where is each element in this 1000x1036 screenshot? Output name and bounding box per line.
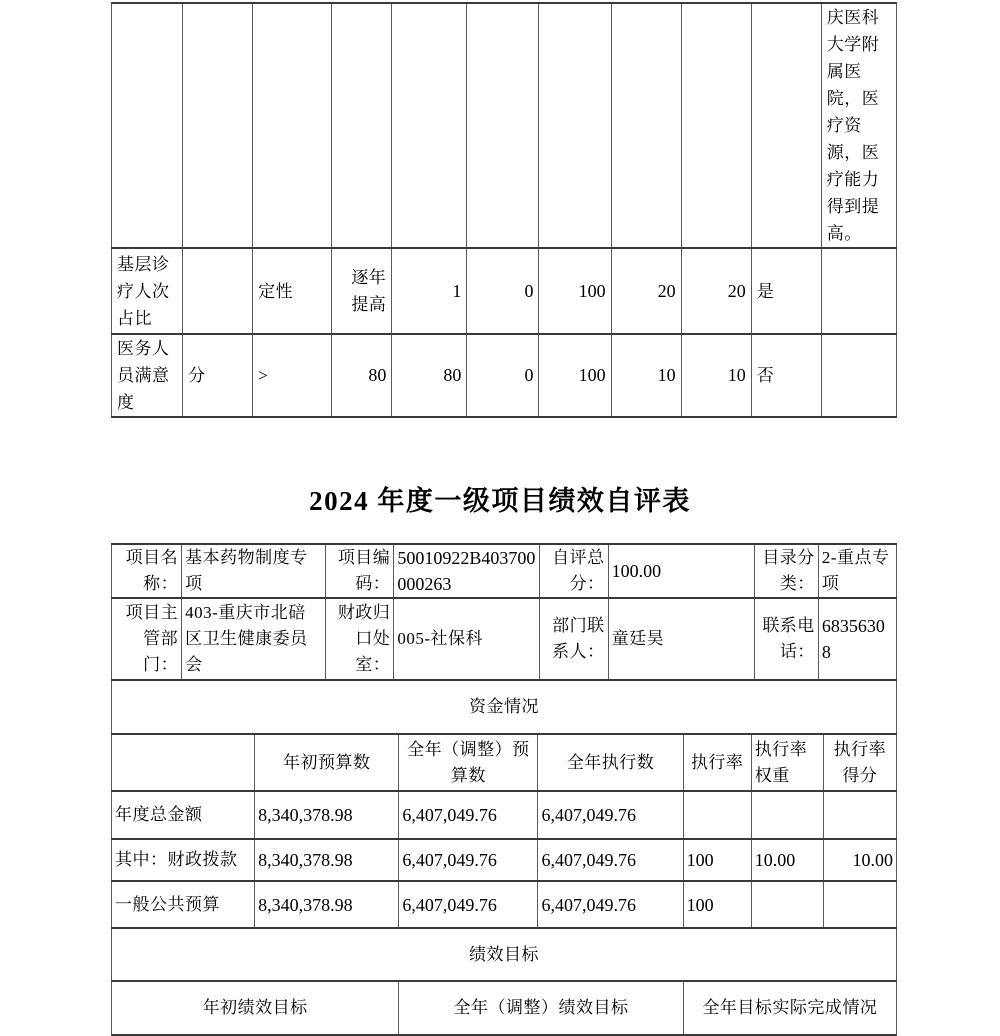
label-supervising-dept: 项目主管部门：	[112, 598, 182, 680]
table-cell	[611, 3, 681, 248]
table-row	[112, 791, 897, 839]
label-finance-office: 财政归口处室：	[326, 598, 394, 680]
column-header-rate-score: 执行率得分	[823, 734, 896, 791]
table-cell: 0	[467, 248, 539, 334]
label-contact-person: 部门联系人：	[539, 598, 608, 680]
table-cell: 20	[681, 248, 751, 334]
table-cell	[392, 3, 467, 248]
column-header-rate-weight: 执行率权重	[751, 734, 823, 791]
table-row	[112, 544, 897, 598]
value-self-eval-score: 100.00	[608, 544, 754, 598]
column-header-actual-completion: 全年目标实际完成情况	[683, 981, 896, 1035]
row-label-fiscal-appropriation: 其中：财政拨款	[112, 839, 255, 881]
table-cell	[183, 3, 253, 248]
table-cell: 10.00	[751, 839, 823, 881]
section-title-funds: 资金情况	[112, 680, 897, 734]
table-cell	[332, 3, 392, 248]
table-cell: 20	[611, 248, 681, 334]
table-cell	[751, 881, 823, 928]
table-cell	[183, 248, 253, 334]
table-cell	[467, 3, 539, 248]
label-contact-phone: 联系电话：	[754, 598, 818, 680]
table-cell: 定性	[253, 248, 332, 334]
table-cell: >	[253, 334, 332, 417]
table-cell: 100	[539, 334, 611, 417]
value-project-name: 基本药物制度专项	[182, 544, 326, 598]
table-cell: 6,407,049.76	[399, 791, 538, 839]
table-row	[112, 928, 897, 981]
table-cell	[112, 3, 183, 248]
column-header-initial-goals: 年初绩效目标	[112, 981, 399, 1035]
table-cell: 逐年提高	[332, 248, 392, 334]
table-cell: 6,407,049.76	[399, 881, 538, 928]
page-title: 2024 年度一级项目绩效自评表	[309, 486, 691, 516]
table-cell	[751, 791, 823, 839]
table-cell-indicator-name: 医务人员满意度	[112, 334, 183, 417]
value-supervising-dept: 403-重庆市北碚区卫生健康委员会	[182, 598, 326, 680]
label-catalog-class: 目录分类：	[754, 544, 818, 598]
table-row	[112, 881, 897, 928]
table-row	[112, 598, 897, 680]
table-cell	[823, 881, 896, 928]
value-contact-phone: 68356308	[818, 598, 896, 680]
table-cell: 10.00	[823, 839, 896, 881]
table-cell	[823, 791, 896, 839]
table-cell	[112, 734, 255, 791]
table-cell: 10	[681, 334, 751, 417]
table-cell	[751, 3, 821, 248]
table-cell	[821, 248, 896, 334]
label-project-code: 项目编码：	[326, 544, 394, 598]
table-cell-indicator-name: 基层诊疗人次占比	[112, 248, 183, 334]
table-cell	[821, 334, 896, 417]
label-self-eval-score: 自评总分：	[539, 544, 608, 598]
indicator-table	[111, 2, 897, 418]
label-project-name: 项目名称：	[112, 544, 182, 598]
value-project-code: 50010922B403700000263	[394, 544, 539, 598]
table-cell: 8,340,378.98	[255, 881, 399, 928]
table-row	[112, 3, 897, 248]
table-cell: 80	[392, 334, 467, 417]
table-cell: 80	[332, 334, 392, 417]
table-cell: 100	[683, 839, 751, 881]
table-cell: 6,407,049.76	[538, 839, 683, 881]
column-header-initial-budget: 年初预算数	[255, 734, 399, 791]
table-cell: 1	[392, 248, 467, 334]
value-contact-person: 童廷昊	[608, 598, 754, 680]
column-header-adjusted-budget: 全年（调整）预算数	[399, 734, 538, 791]
table-cell: 10	[611, 334, 681, 417]
table-cell-completion-note: 庆医科大学附属医院，医疗资源，医疗能力得到提高。	[821, 3, 896, 248]
table-cell	[681, 3, 751, 248]
table-row	[112, 981, 897, 1035]
value-catalog-class: 2-重点专项	[818, 544, 896, 598]
table-cell: 6,407,049.76	[538, 881, 683, 928]
column-header-executed: 全年执行数	[538, 734, 683, 791]
table-cell: 是	[751, 248, 821, 334]
table-row	[112, 334, 897, 417]
table-cell: 否	[751, 334, 821, 417]
section-title-performance-goals: 绩效目标	[112, 928, 897, 981]
row-label-general-public-budget: 一般公共预算	[112, 881, 255, 928]
table-cell	[683, 791, 751, 839]
table-cell	[539, 3, 611, 248]
self-evaluation-table	[111, 543, 897, 1036]
column-header-execution-rate: 执行率	[683, 734, 751, 791]
table-cell	[253, 3, 332, 248]
table-cell: 8,340,378.98	[255, 791, 399, 839]
table-cell: 6,407,049.76	[538, 791, 683, 839]
table-row	[112, 734, 897, 791]
table-cell: 100	[539, 248, 611, 334]
table-cell: 分	[183, 334, 253, 417]
table-row	[112, 839, 897, 881]
row-label-annual-total: 年度总金额	[112, 791, 255, 839]
table-cell: 8,340,378.98	[255, 839, 399, 881]
table-cell: 6,407,049.76	[399, 839, 538, 881]
table-row	[112, 680, 897, 734]
value-finance-office: 005-社保科	[394, 598, 539, 680]
table-row	[112, 248, 897, 334]
table-cell: 0	[467, 334, 539, 417]
column-header-adjusted-goals: 全年（调整）绩效目标	[399, 981, 683, 1035]
table-cell: 100	[683, 881, 751, 928]
